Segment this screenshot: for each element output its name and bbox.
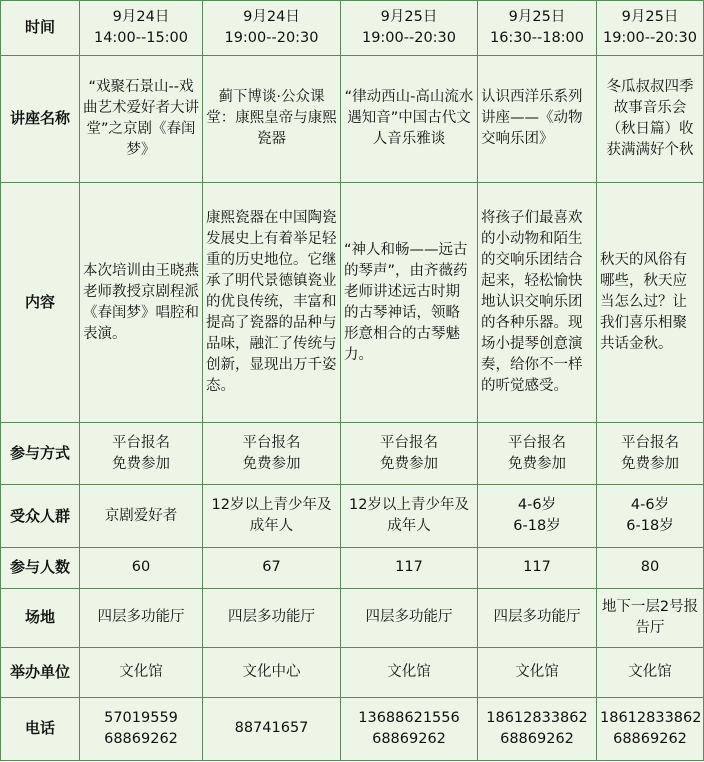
audience-line: 6-18岁 xyxy=(513,518,561,535)
phone-number: 68869262 xyxy=(372,730,446,747)
event-name-1: “戏聚石景山--戏曲艺术爱好者大讲堂”之京剧《春闺梦》 xyxy=(80,55,203,182)
event-count-2: 67 xyxy=(203,548,341,588)
event-audience-5 xyxy=(597,485,704,548)
event-content-4: 将孩子们最喜欢的小动物和陌生的交响乐团结合起来，轻松愉快地认识交响乐团的各种乐器。现场小提琴创意演奏，给你不一样的听觉感受。 xyxy=(478,182,597,423)
method-line: 免费参加 xyxy=(621,455,679,472)
event-method-3 xyxy=(341,423,478,485)
method-line: 平台报名 xyxy=(242,434,301,451)
method-line: 平台报名 xyxy=(112,434,170,451)
row-header-name: 讲座名称 xyxy=(1,55,80,182)
event-content-2: 康熙瓷器在中国陶瓷发展史上有着举足轻重的历史地位。它继承了明代景德镇瓷业的优良传统，丰富和提高了瓷器的品种与品味，融汇了传统与创新，显现出万千姿态。 xyxy=(203,182,341,423)
method-line: 免费参加 xyxy=(508,455,566,472)
event-audience-3 xyxy=(341,485,478,548)
table-row-time xyxy=(1,1,704,56)
event-host-2: 文化中心 xyxy=(203,648,341,698)
method-line: 平台报名 xyxy=(380,434,438,451)
phone-number: 88741657 xyxy=(234,720,309,737)
phone-number: 68869262 xyxy=(104,730,178,747)
event-phone-1 xyxy=(80,697,203,760)
event-content-1: 本次培训由王晓燕老师教授京剧程派《春闺梦》唱腔和表演。 xyxy=(80,182,203,423)
cell-time-2 xyxy=(203,1,341,56)
event-method-1 xyxy=(80,423,203,485)
table-row-phone xyxy=(1,697,704,760)
phone-number: 18612833862 xyxy=(600,709,702,726)
cell-time-3 xyxy=(341,1,478,56)
row-header-host: 举办单位 xyxy=(1,648,80,698)
event-venue-5: 地下一层2号报告厅 xyxy=(597,588,704,648)
table-row-host xyxy=(1,648,704,698)
event-date: 9月25日 xyxy=(621,8,679,25)
row-header-count: 参与人数 xyxy=(1,548,80,588)
event-time: 19:00--20:30 xyxy=(361,29,457,46)
event-method-5 xyxy=(597,423,704,485)
event-count-3: 117 xyxy=(341,548,478,588)
event-host-4: 文化馆 xyxy=(478,648,597,698)
phone-number: 57019559 xyxy=(104,709,178,726)
audience-line: 4-6岁 xyxy=(630,497,670,514)
event-audience-1 xyxy=(80,485,203,548)
event-time: 19:00--20:30 xyxy=(602,29,698,46)
audience-line: 4-6岁 xyxy=(517,497,557,514)
phone-number: 18612833862 xyxy=(486,709,588,726)
event-content-5: 秋天的风俗有哪些，秋天应当怎么过？让我们喜乐相聚共话金秋。 xyxy=(597,182,704,423)
phone-number: 68869262 xyxy=(500,730,574,747)
event-date: 9月25日 xyxy=(380,8,438,25)
table-row-name xyxy=(1,55,704,182)
audience-line: 6-18岁 xyxy=(626,518,674,535)
event-time: 14:00--15:00 xyxy=(93,29,189,46)
row-header-phone: 电话 xyxy=(1,697,80,760)
audience-line: 成年人 xyxy=(387,518,431,535)
table-row-method xyxy=(1,423,704,485)
table-row-content xyxy=(1,182,704,423)
event-method-2 xyxy=(203,423,341,485)
method-line: 平台报名 xyxy=(621,434,679,451)
event-venue-2: 四层多功能厅 xyxy=(203,588,341,648)
event-time: 16:30--18:00 xyxy=(489,29,585,46)
table-row-venue xyxy=(1,588,704,648)
event-count-5: 80 xyxy=(597,548,704,588)
event-name-3: “律动西山-高山流水遇知音”中国古代文人音乐雅谈 xyxy=(341,55,478,182)
cell-time-1 xyxy=(80,1,203,56)
event-venue-4: 四层多功能厅 xyxy=(478,588,597,648)
event-host-5: 文化馆 xyxy=(597,648,704,698)
phone-number: 13688621556 xyxy=(358,709,460,726)
method-line: 免费参加 xyxy=(242,455,301,472)
event-date: 9月24日 xyxy=(112,8,170,25)
row-header-content: 内容 xyxy=(1,182,80,423)
table-row-audience xyxy=(1,485,704,548)
method-line: 平台报名 xyxy=(508,434,566,451)
method-line: 免费参加 xyxy=(380,455,438,472)
cell-time-5 xyxy=(597,1,704,56)
event-date: 9月25日 xyxy=(508,8,566,25)
event-venue-1: 四层多功能厅 xyxy=(80,588,203,648)
row-header-time: 时间 xyxy=(1,1,80,56)
method-line: 免费参加 xyxy=(112,455,170,472)
event-venue-3: 四层多功能厅 xyxy=(341,588,478,648)
audience-line: 京剧爱好者 xyxy=(104,507,178,524)
audience-line: 12岁以上青少年及 xyxy=(211,497,332,514)
row-header-method: 参与方式 xyxy=(1,423,80,485)
event-phone-5 xyxy=(597,697,704,760)
event-count-4: 117 xyxy=(478,548,597,588)
event-phone-4 xyxy=(478,697,597,760)
event-method-4 xyxy=(478,423,597,485)
event-name-4: 认识西洋乐系列讲座——《动物交响乐团》 xyxy=(478,55,597,182)
audience-line: 成年人 xyxy=(249,518,294,535)
event-time: 19:00--20:30 xyxy=(224,29,319,46)
event-date: 9月24日 xyxy=(243,8,300,25)
row-header-venue: 场地 xyxy=(1,588,80,648)
event-count-1: 60 xyxy=(80,548,203,588)
cell-time-4 xyxy=(478,1,597,56)
event-audience-2 xyxy=(203,485,341,548)
event-host-1: 文化馆 xyxy=(80,648,203,698)
event-name-2: 蓟下博谈·公众课堂：康熙皇帝与康熙瓷器 xyxy=(203,55,341,182)
event-phone-2 xyxy=(203,697,341,760)
row-header-audience: 受众人群 xyxy=(1,485,80,548)
event-audience-4 xyxy=(478,485,597,548)
event-name-5: 冬瓜叔叔四季故事音乐会（秋日篇）收获满满好个秋 xyxy=(597,55,704,182)
event-content-3: “神人和畅——远古的琴声”，由齐薇药老师讲述远古时期的古琴神话，领略形意相合的古琴魅力。 xyxy=(341,182,478,423)
phone-number: 68869262 xyxy=(613,730,687,747)
event-host-3: 文化馆 xyxy=(341,648,478,698)
audience-line: 12岁以上青少年及 xyxy=(349,497,469,514)
table-row-count xyxy=(1,548,704,588)
event-phone-3 xyxy=(341,697,478,760)
